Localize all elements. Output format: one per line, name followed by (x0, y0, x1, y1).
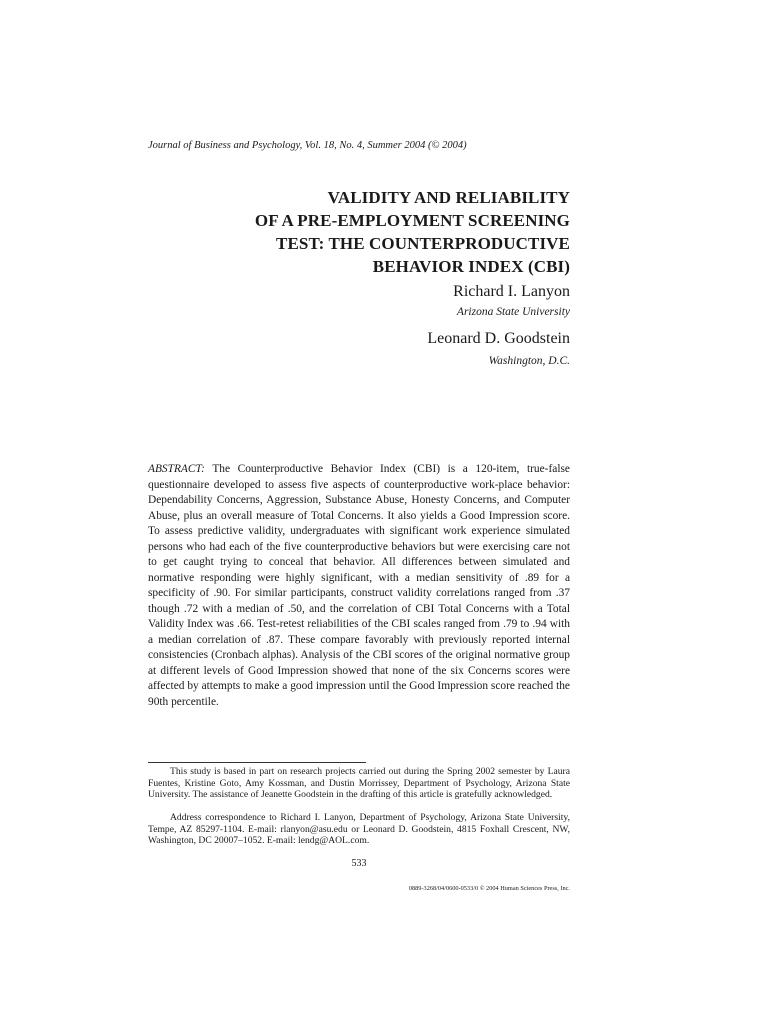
author-name: Richard I. Lanyon (453, 283, 570, 300)
abstract-label: ABSTRACT: (148, 463, 205, 475)
abstract-text: The Counterproductive Behavior Index (CBI) is a 120-item, true-false questionnaire developed to assess five aspects of counterproductive work-place behavior: Dependability Concerns, Aggression, Substance Abuse, Honesty Concerns, and Computer Abuse, plus an overall measure of Total Concerns. It also yields a Good Impression score. To assess predictive validity, undergraduates with significant work experience simulated persons who had each of the five counterproductive behaviors but were exercising care not to get caught trying to conceal that behavior. All differences between simulated and normative responding were highly significant, with a median sensitivity of .89 for a specificity of .90. For similar participants, construct validity correlations ranged from .37 though .72 with a median of .50, and the correlation of CBI Total Concerns with a Total Validity Index was .66. Test-retest reliabilities of the CBI scales ranged from .79 to .94 with a median correlation of .87. These compare favorably with previously reported internal consistencies (Cronbach alphas). Analysis of the CBI scores of the original normative group at different levels of Good Impression showed that none of the six Concerns scores were affected by attempts to make a good impression until the Good Impression score reached the 90th percentile. (148, 463, 570, 708)
article-first-page (148, 0, 570, 1024)
title-line: OF A PRE-EMPLOYMENT SCREENING (254, 211, 570, 230)
author-name: Leonard D. Goodstein (427, 330, 570, 347)
title-line: TEST: THE COUNTERPRODUCTIVE (276, 234, 570, 253)
abstract (148, 462, 570, 710)
title-line: BEHAVIOR INDEX (CBI) (372, 257, 570, 276)
page-number: 533 (351, 858, 367, 869)
footnote-divider (148, 762, 366, 763)
footnote-correspondence: Address correspondence to Richard I. Lanyon, Department of Psychology, Arizona State University, Tempe, AZ 85297-1104. E-mail: rlanyon@asu.edu or Leonard D. Goodstein, 4815 Foxhall Crescent, NW, Washington, DC 20007–1052. E-mail: lendg@AOL.com. (148, 812, 570, 847)
author-affiliation: Washington, D.C. (488, 355, 570, 367)
footnote-acknowledgment: This study is based in part on research projects carried out during the Spring 2002 semester by Laura Fuentes, Kristine Goto, Amy Kossman, and Dustin Morrissey, Department of Psychology, Arizona State University. The assistance of Jeanette Goodstein in the drafting of this article is gratefully acknowledged. (148, 766, 570, 801)
copyright-line: 0889-3268/04/0600-0533/0 © 2004 Human Sciences Press, Inc. (408, 885, 570, 892)
title-line: VALIDITY AND RELIABILITY (327, 188, 570, 207)
author-affiliation: Arizona State University (456, 306, 570, 318)
article-title (148, 186, 570, 278)
journal-citation: Journal of Business and Psychology, Vol. 18, No. 4, Summer 2004 (© 2004) (148, 140, 467, 151)
